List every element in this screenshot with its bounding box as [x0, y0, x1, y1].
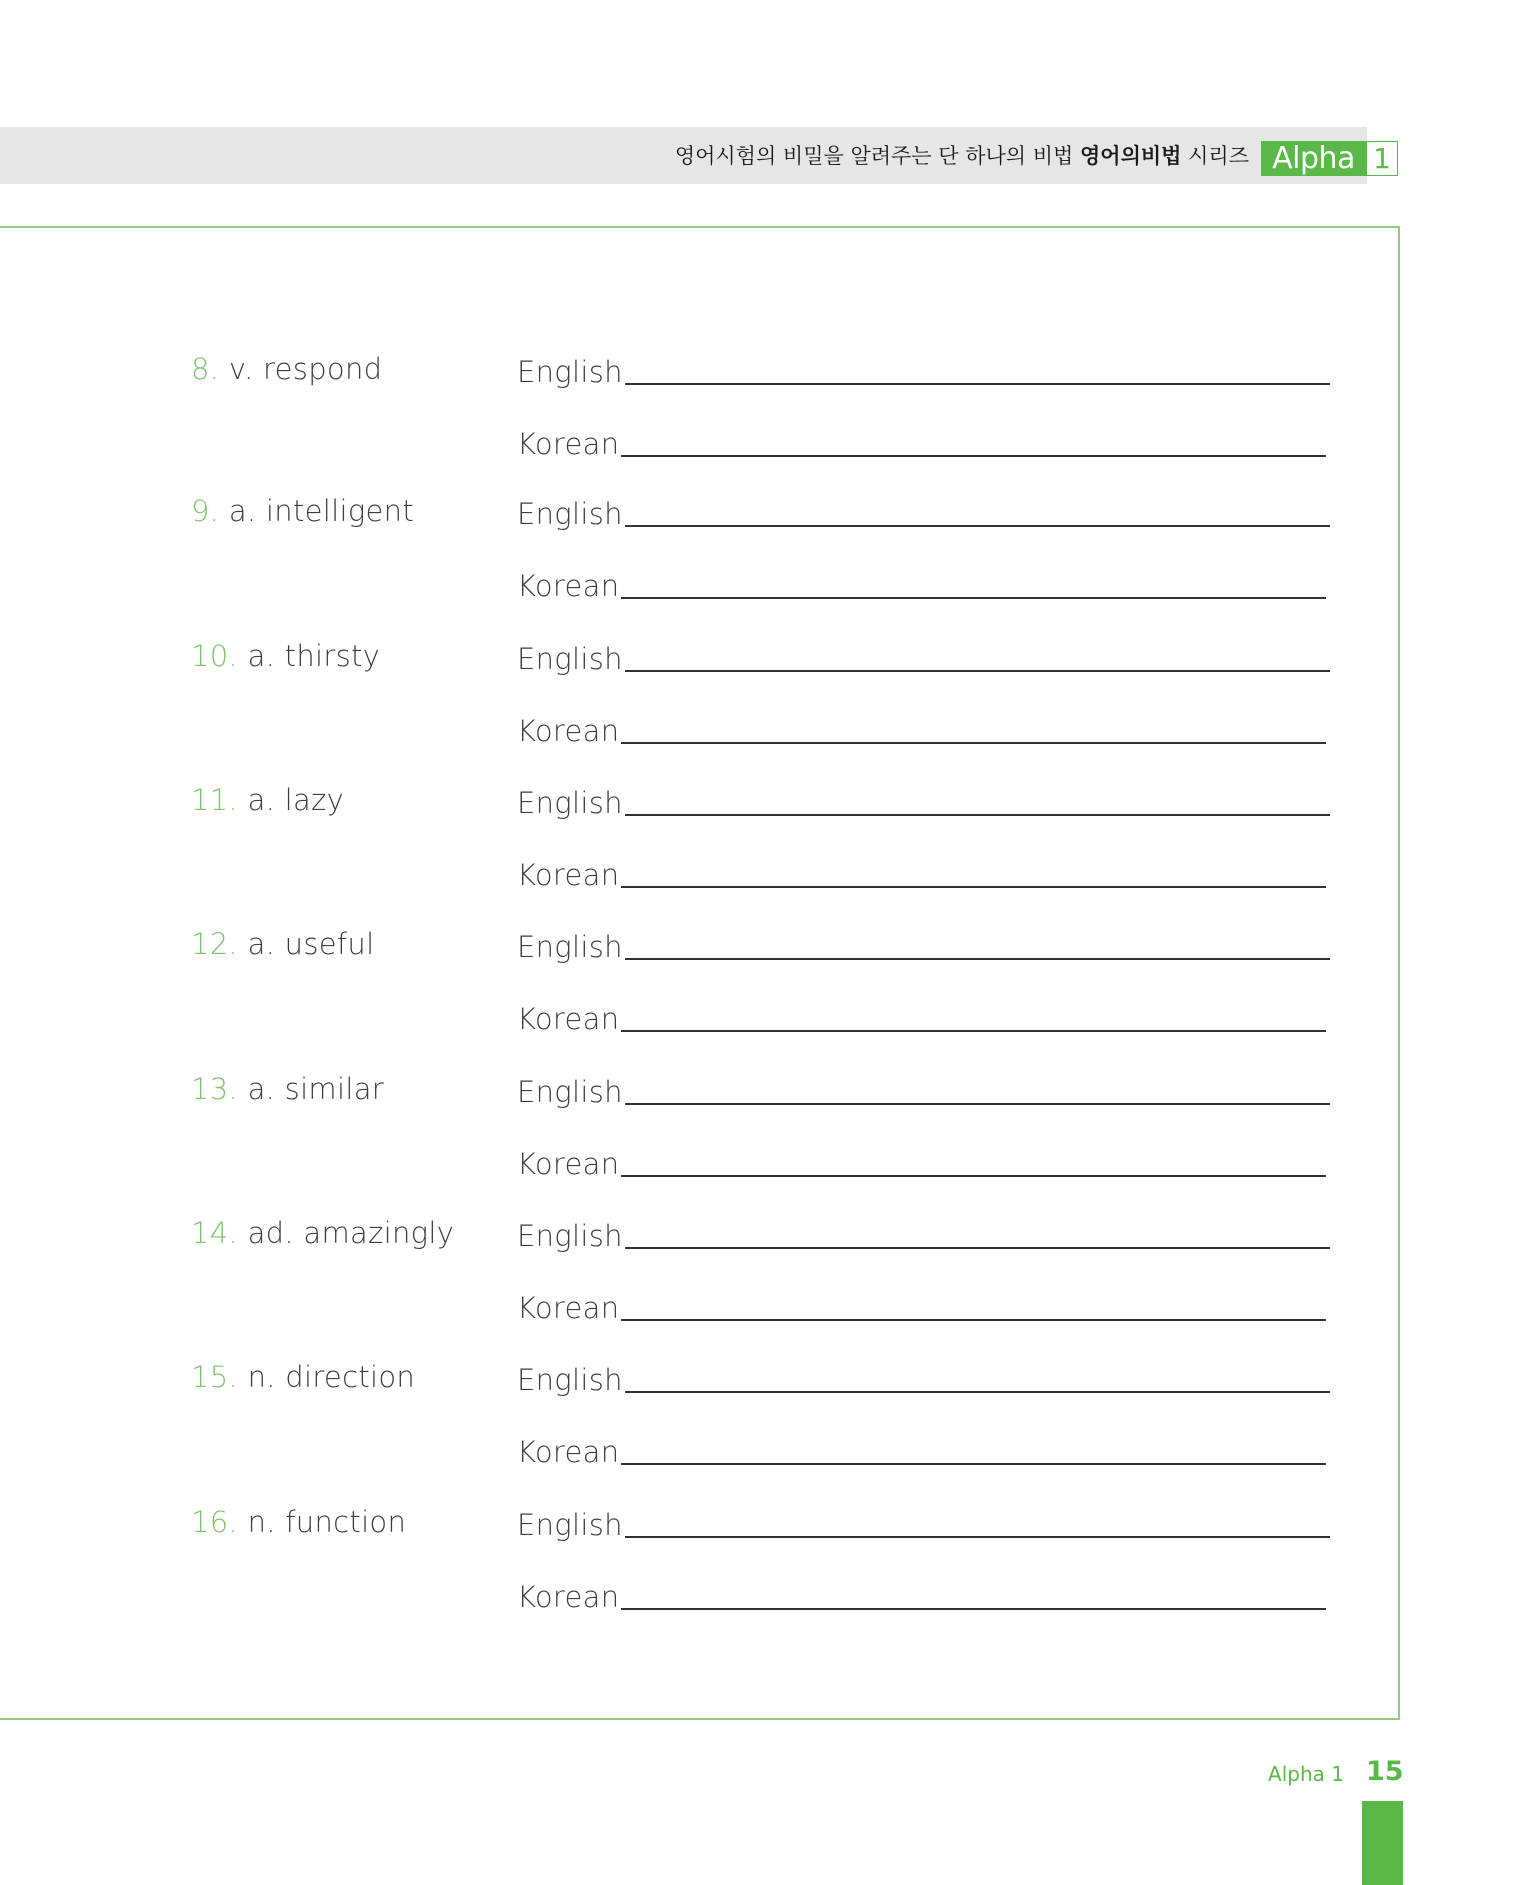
english-label: English	[517, 1219, 623, 1253]
answer-line	[621, 1463, 1326, 1465]
english-answer[interactable]	[517, 1504, 1330, 1542]
english-answer[interactable]	[517, 638, 1330, 676]
item-word: a. lazy	[247, 783, 345, 817]
english-answer[interactable]	[517, 1215, 1330, 1253]
vocab-item	[191, 352, 382, 386]
answer-line	[621, 1030, 1326, 1032]
item-word: ad. amazingly	[247, 1216, 455, 1250]
english-answer[interactable]	[517, 926, 1330, 964]
english-label: English	[517, 355, 623, 389]
item-word: a. similar	[247, 1072, 384, 1106]
item-number: 11.	[191, 783, 239, 817]
korean-answer[interactable]	[517, 1431, 1326, 1469]
english-label: English	[517, 1075, 623, 1109]
page-tab	[1362, 1801, 1403, 1885]
korean-answer[interactable]	[517, 1576, 1326, 1614]
korean-label: Korean	[517, 1147, 620, 1181]
korean-label: Korean	[517, 714, 620, 748]
series-suffix: 시리즈	[1181, 144, 1249, 168]
item-number: 16.	[191, 1505, 239, 1539]
english-label: English	[517, 1508, 623, 1542]
answer-line	[621, 597, 1326, 599]
answer-line	[625, 670, 1330, 672]
item-word: a. thirsty	[247, 639, 381, 673]
answer-line	[625, 1391, 1330, 1393]
item-number: 13.	[191, 1072, 239, 1106]
answer-line	[625, 1103, 1330, 1105]
vocab-item	[191, 1505, 406, 1539]
answer-line	[621, 742, 1326, 744]
answer-line	[621, 1319, 1326, 1321]
item-word: n. function	[247, 1505, 407, 1539]
english-answer[interactable]	[517, 1071, 1330, 1109]
korean-label: Korean	[517, 1291, 620, 1325]
answer-line	[621, 886, 1326, 888]
item-word: n. direction	[247, 1360, 416, 1394]
item-number: 9.	[191, 494, 220, 528]
series-title	[675, 141, 1249, 171]
korean-label: Korean	[517, 858, 620, 892]
english-answer[interactable]	[517, 782, 1330, 820]
english-answer[interactable]	[517, 351, 1330, 389]
series-brand: 영어의비법	[1080, 144, 1182, 168]
english-label: English	[517, 497, 623, 531]
english-label: English	[517, 1363, 623, 1397]
answer-line	[625, 1247, 1330, 1249]
answer-line	[625, 383, 1330, 385]
english-answer[interactable]	[517, 493, 1330, 531]
answer-line	[621, 1175, 1326, 1177]
vocab-item	[191, 783, 344, 817]
page-number: 15	[1366, 1756, 1404, 1787]
item-number: 14.	[191, 1216, 239, 1250]
vocab-item	[191, 1072, 384, 1106]
answer-line	[625, 1536, 1330, 1538]
book-level-badge: 1	[1366, 141, 1398, 176]
item-number: 12.	[191, 927, 239, 961]
korean-answer[interactable]	[517, 998, 1326, 1036]
english-label: English	[517, 930, 623, 964]
vocab-item	[191, 639, 380, 673]
series-prefix: 영어시험의 비밀을 알려주는 단 하나의 비법	[674, 144, 1081, 168]
item-word: a. intelligent	[228, 494, 415, 528]
vocab-item	[191, 927, 374, 961]
english-label: English	[517, 642, 623, 676]
item-word: a. useful	[247, 927, 375, 961]
english-answer[interactable]	[517, 1359, 1330, 1397]
vocab-item	[191, 494, 414, 528]
korean-label: Korean	[517, 427, 620, 461]
vocab-item	[191, 1360, 415, 1394]
item-number: 8.	[191, 352, 220, 386]
korean-answer[interactable]	[517, 710, 1326, 748]
answer-line	[625, 958, 1330, 960]
item-word: v. respond	[228, 352, 383, 386]
answer-line	[625, 814, 1330, 816]
korean-answer[interactable]	[517, 565, 1326, 603]
korean-label: Korean	[517, 1002, 620, 1036]
korean-answer[interactable]	[517, 423, 1326, 461]
korean-answer[interactable]	[517, 854, 1326, 892]
item-number: 15.	[191, 1360, 239, 1394]
answer-line	[621, 455, 1326, 457]
korean-label: Korean	[517, 1435, 620, 1469]
korean-answer[interactable]	[517, 1287, 1326, 1325]
item-number: 10.	[191, 639, 239, 673]
answer-line	[625, 525, 1330, 527]
korean-label: Korean	[517, 569, 620, 603]
vocab-item	[191, 1216, 454, 1250]
english-label: English	[517, 786, 623, 820]
footer-book-label: Alpha 1	[1268, 1762, 1344, 1786]
answer-line	[621, 1608, 1326, 1610]
korean-label: Korean	[517, 1580, 620, 1614]
korean-answer[interactable]	[517, 1143, 1326, 1181]
book-name-badge: Alpha	[1261, 141, 1366, 176]
